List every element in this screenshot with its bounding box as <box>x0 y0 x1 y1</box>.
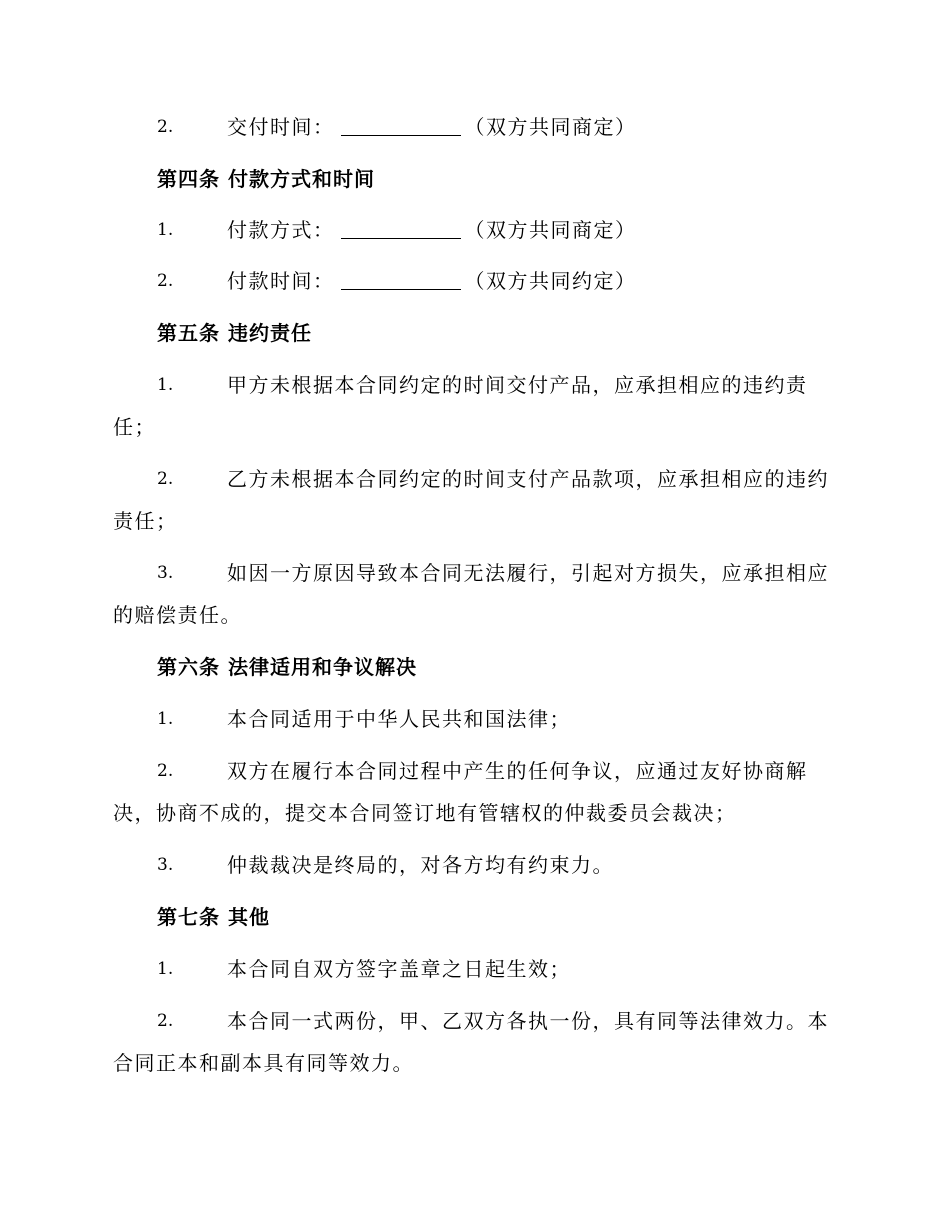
item-text: 本合同一式两份，甲、乙双方各执一份，具有同等法律效力。本 <box>227 1009 829 1033</box>
item-number: 2. <box>157 117 174 137</box>
item-text-continuation: 合同正本和副本具有同等效力。 <box>113 1051 414 1075</box>
clause-heading: 第七条 其他 <box>157 905 270 929</box>
item-text: 乙方未根据本合同约定的时间支付产品款项，应承担相应的违约 <box>227 467 829 491</box>
field-note: （双方共同商定） <box>464 115 637 139</box>
item-number: 1. <box>157 959 174 979</box>
item-number: 3. <box>157 563 174 583</box>
item-number: 1. <box>157 375 174 395</box>
field-note: （双方共同商定） <box>464 218 637 242</box>
item-number: 2. <box>157 761 174 781</box>
field-label: 交付时间： <box>227 115 335 139</box>
item-text: 本合同适用于中华人民共和国法律； <box>227 707 571 731</box>
item-text <box>227 113 637 141</box>
item-text: 如因一方原因导致本合同无法履行，引起对方损失，应承担相应 <box>227 561 829 585</box>
fill-in-blank[interactable] <box>341 269 461 290</box>
item-text: 双方在履行本合同过程中产生的任何争议，应通过友好协商解 <box>227 759 808 783</box>
fill-in-blank[interactable] <box>341 218 461 239</box>
item-text-continuation: 任； <box>113 415 156 439</box>
item-number: 1. <box>157 709 174 729</box>
clause-heading: 第四条 付款方式和时间 <box>157 167 375 191</box>
item-text: 本合同自双方签字盖章之日起生效； <box>227 957 571 981</box>
item-number: 3. <box>157 855 174 875</box>
item-number: 2. <box>157 271 174 291</box>
item-text: 仲裁裁决是终局的，对各方均有约束力。 <box>227 853 614 877</box>
clause-heading: 第五条 违约责任 <box>157 321 312 345</box>
field-note: （双方共同约定） <box>464 269 637 293</box>
field-label: 付款时间： <box>227 269 335 293</box>
item-text-continuation: 决，协商不成的，提交本合同签订地有管辖权的仲裁委员会裁决； <box>113 801 737 825</box>
clause-heading: 第六条 法律适用和争议解决 <box>157 655 417 679</box>
item-text <box>227 267 637 295</box>
item-number: 2. <box>157 1011 174 1031</box>
item-text-continuation: 责任； <box>113 509 178 533</box>
item-text-continuation: 的赔偿责任。 <box>113 603 242 627</box>
item-text <box>227 216 637 244</box>
fill-in-blank[interactable] <box>341 115 461 136</box>
item-text: 甲方未根据本合同约定的时间交付产品，应承担相应的违约责 <box>227 373 808 397</box>
item-number: 2. <box>157 469 174 489</box>
field-label: 付款方式： <box>227 218 335 242</box>
item-number: 1. <box>157 220 174 240</box>
